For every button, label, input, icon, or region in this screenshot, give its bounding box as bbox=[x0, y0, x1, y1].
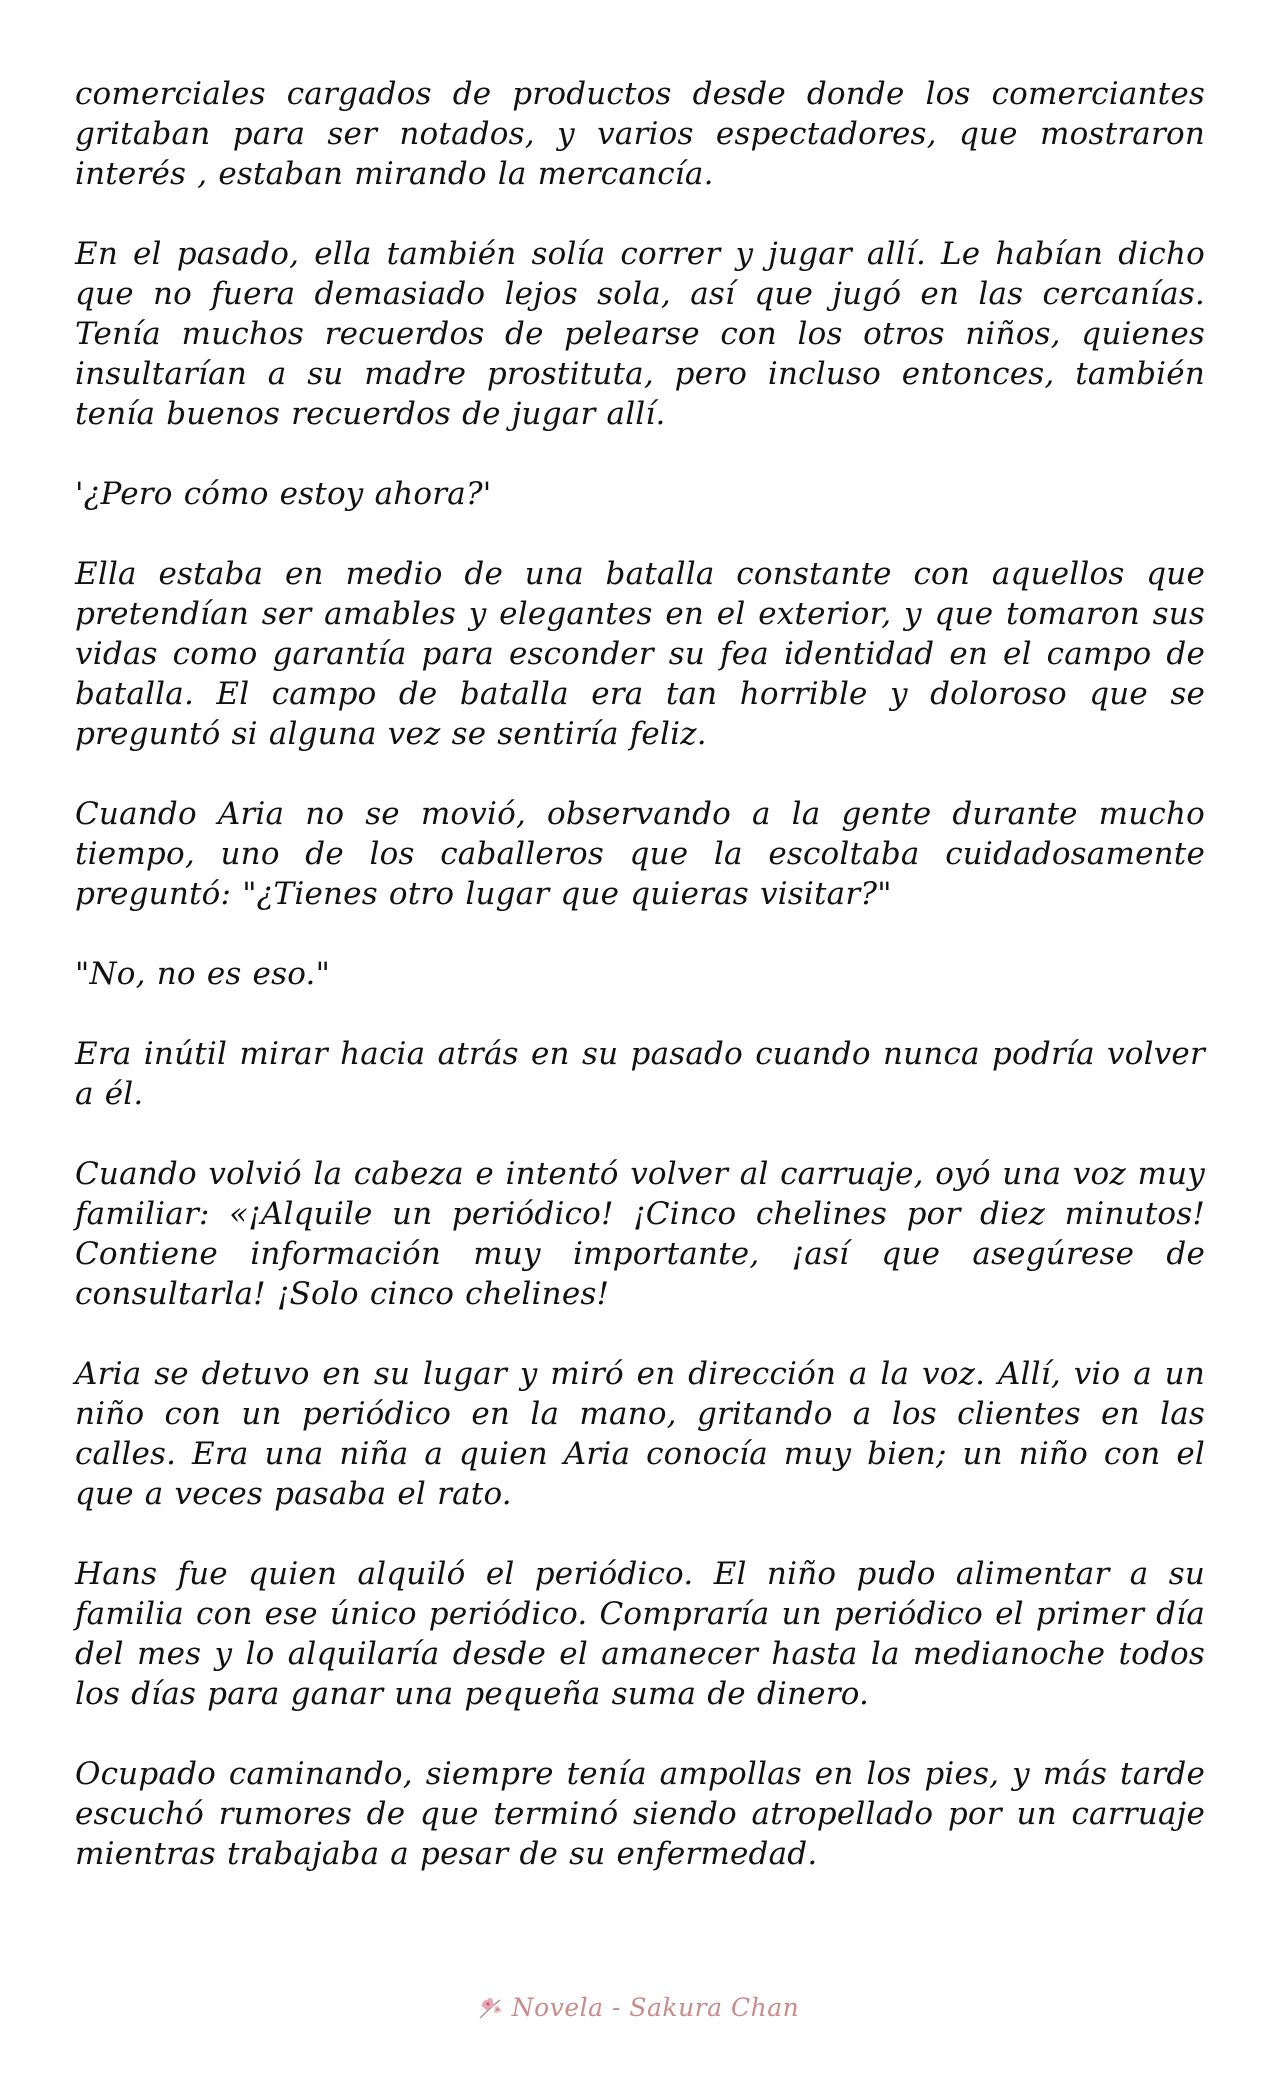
paragraph: Hans fue quien alquiló el periódico. El niño pudo alimentar a su familia con ese único periódico. Compraría un periódico el primer día del mes y lo alquilaría desde el amanecer hasta la medianoche todos los días para ganar una pequeña suma de dinero. bbox=[75, 1556, 1205, 1712]
paragraph: En el pasado, ella también solía correr y jugar allí. Le habían dicho que no fuera demasiado lejos sola, así que jugó en las cercanías. Tenía muchos recuerdos de pelearse con los otros niños, quienes insultarían a su madre prostituta, pero incluso entonces, también tenía buenos recuerdos de jugar allí. bbox=[75, 236, 1205, 432]
paragraph: "No, no es eso." bbox=[75, 956, 331, 992]
paragraph: comerciales cargados de productos desde donde los comerciantes gritaban para ser notados, y varios espectadores, que mostraron interés , estaban mirando la mercancía. bbox=[75, 76, 1205, 192]
paragraph: Cuando volvió la cabeza e intentó volver al carruaje, oyó una voz muy familiar: «¡Alquile un periódico! ¡Cinco chelines por diez minutos! Contiene información muy importante, ¡así que asegúrese de consultarla! ¡Solo cinco chelines! bbox=[75, 1156, 1205, 1312]
document-body bbox=[75, 74, 1205, 1914]
paragraph: Cuando Aria no se movió, observando a la gente durante mucho tiempo, uno de los caballeros que la escoltaba cuidadosamente preguntó: "¿Tienes otro lugar que quieras visitar?" bbox=[75, 796, 1205, 912]
paragraph: Aria se detuvo en su lugar y miró en dirección a la voz. Allí, vio a un niño con un periódico en la mano, gritando a los clientes en las calles. Era una niña a quien Aria conocía muy bien; un niño con el que a veces pasaba el rato. bbox=[75, 1356, 1205, 1512]
footer-label: Novela - Sakura Chan bbox=[511, 1992, 800, 2022]
paragraph: Ella estaba en medio de una batalla constante con aquellos que pretendían ser amables y elegantes en el exterior, y que tomaron sus vidas como garantía para esconder su fea identidad en el campo de batalla. El campo de batalla era tan horrible y doloroso que se preguntó si alguna vez se sentiría feliz. bbox=[75, 556, 1205, 752]
paragraph: Era inútil mirar hacia atrás en su pasado cuando nunca podría volver a él. bbox=[75, 1036, 1205, 1112]
footer-watermark bbox=[0, 1992, 1275, 2022]
paragraph: '¿Pero cómo estoy ahora?' bbox=[75, 476, 492, 512]
paragraph: Ocupado caminando, siempre tenía ampollas en los pies, y más tarde escuchó rumores de que terminó siendo atropellado por un carruaje mientras trabajaba a pesar de su enfermedad. bbox=[75, 1756, 1205, 1872]
sakura-flower-icon bbox=[476, 1992, 506, 2022]
